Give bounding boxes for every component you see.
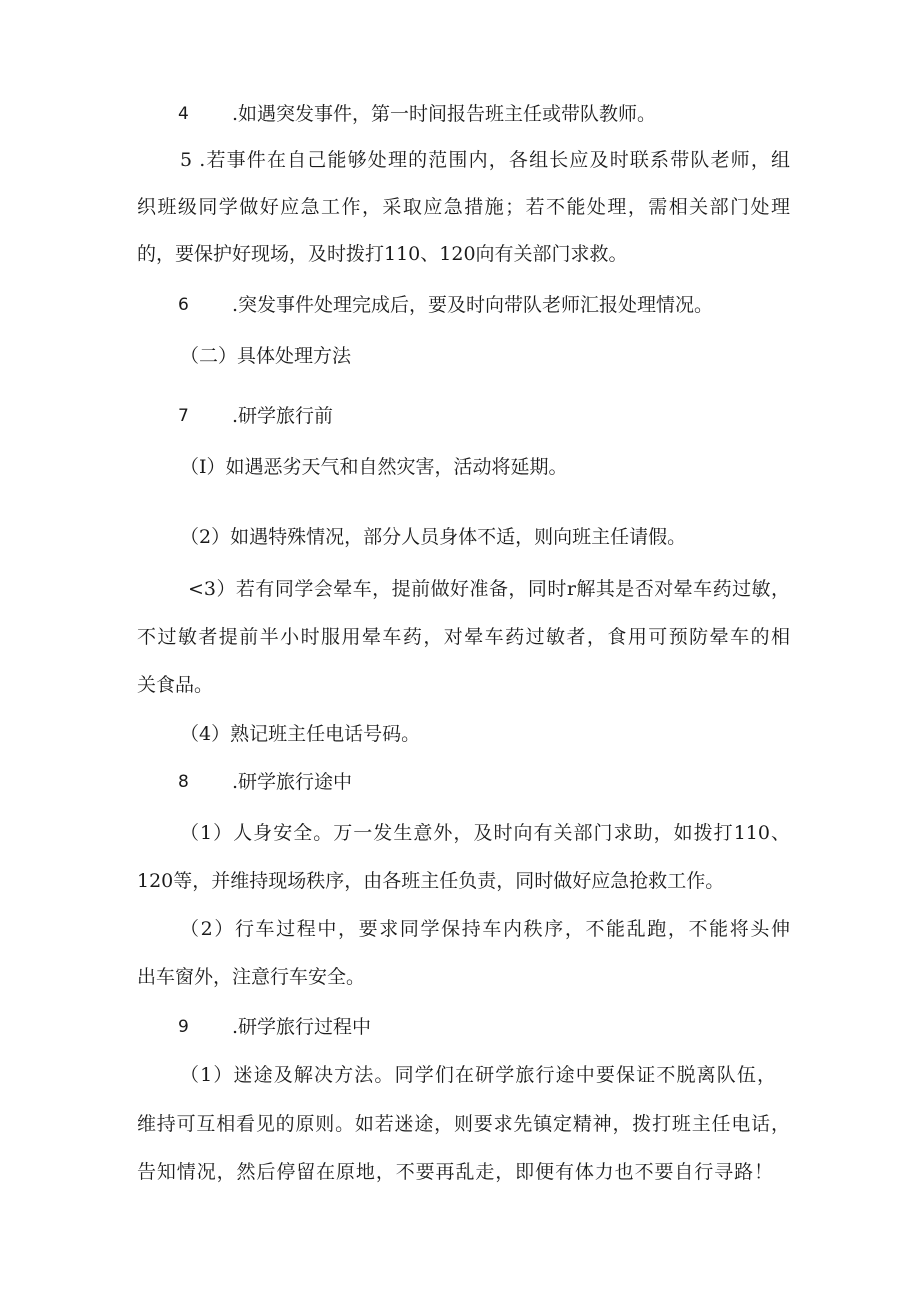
item-5-line-2: 织班级同学做好应急工作，采取应急措施；若不能处理，需相关部门处理 (137, 196, 790, 218)
item-9-sub-1-line-2: 维持可互相看见的原则。如若迷途，则要求先镇定精神，拨打班主任电话， (137, 1113, 790, 1135)
item-8-sub-2-line-1: （2）行车过程中，要求同学保持车内秩序，不能乱跑，不能将头伸 (180, 918, 790, 940)
item-7-sub-3-line-3: 关食品。 (137, 674, 214, 696)
item-4-text: .如遇突发事件，第一时间报告班主任或带队教师。 (232, 103, 657, 125)
item-number-9: 9 (178, 1017, 189, 1037)
item-8-sub-1-line-2: 120等，并维持现场秩序，由各班主任负责，同时做好应急抢救工作。 (137, 870, 725, 892)
item-7-sub-2: （2）如遇特殊情况，部分人员身体不适，则向班主任请假。 (180, 526, 687, 548)
item-number-6: 6 (178, 295, 189, 315)
item-5-line-1: 5 .若事件在自己能够处理的范围内，各组长应及时联系带队老师，组 (180, 149, 790, 171)
item-7-text: .研学旅行前 (232, 405, 334, 427)
item-6-text: .突发事件处理完成后，要及时向带队老师汇报处理情况。 (232, 294, 714, 316)
item-8-text: .研学旅行途中 (232, 771, 353, 793)
item-number-4: 4 (178, 104, 189, 124)
item-5-line-3: 的，要保护好现场，及时拨打110、120向有关部门求救。 (137, 243, 628, 265)
section-heading: （二）具体处理方法 (180, 345, 352, 367)
item-number-7: 7 (178, 406, 189, 426)
item-7-sub-4: （4）熟记班主任电话号码。 (180, 723, 421, 745)
item-number-8: 8 (178, 772, 189, 792)
item-8-sub-1-line-1: （1）人身安全。万一发生意外，及时向有关部门求助，如拨打110、 (180, 822, 790, 844)
item-9-sub-1-line-1: （1）迷途及解决方法。同学们在研学旅行途中要保证不脱离队伍， (180, 1064, 776, 1086)
item-9-text: .研学旅行过程中 (232, 1016, 372, 1038)
item-7-sub-3-line-1: <3）若有同学会晕车，提前做好准备，同时r解其是否对晕车药过敏， (188, 578, 790, 600)
item-9-sub-1-line-3: 告知情况，然后停留在原地，不要再乱走，即便有体力也不要自行寻路！ (137, 1161, 773, 1183)
item-7-sub-3-line-2: 不过敏者提前半小时服用晕车药，对晕车药过敏者，食用可预防晕车的相 (137, 626, 790, 648)
item-8-sub-2-line-2: 出车窗外，注意行车安全。 (137, 966, 366, 988)
item-7-sub-1: （I）如遇恶劣天气和自然灾害，活动将延期。 (180, 456, 568, 478)
